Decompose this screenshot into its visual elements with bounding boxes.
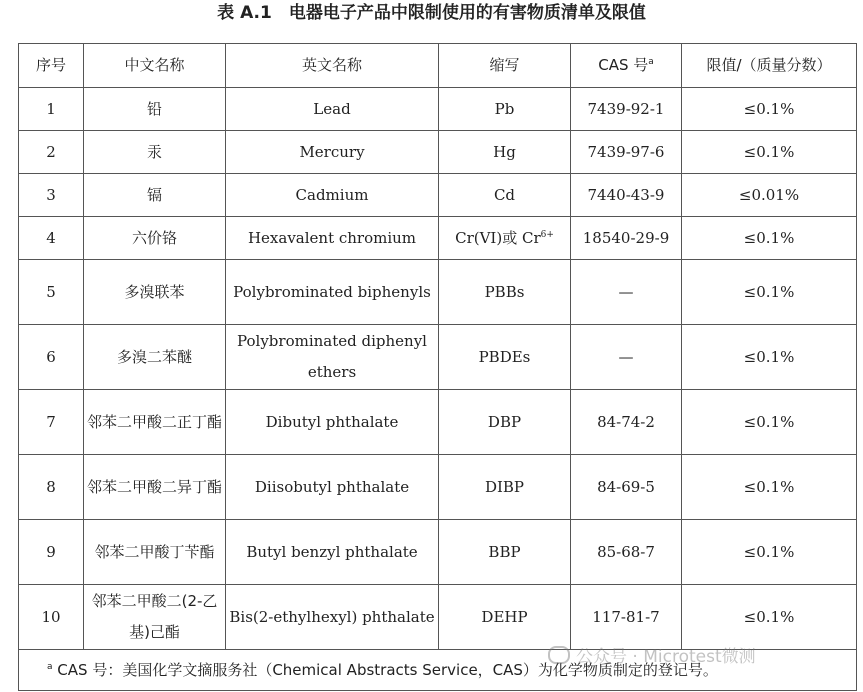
- cell-en-name: Bis(2-ethylhexyl) phthalate: [226, 585, 439, 650]
- cell-no: 10: [19, 585, 84, 650]
- cell-abbr: Pb: [439, 88, 571, 131]
- cell-cas: 117-81-7: [571, 585, 682, 650]
- cell-cas: 18540-29-9: [571, 217, 682, 260]
- cell-zh-name: 镉: [84, 174, 226, 217]
- cell-en-name: Dibutyl phthalate: [226, 390, 439, 455]
- cell-en-name: Mercury: [226, 131, 439, 174]
- cell-abbr: Hg: [439, 131, 571, 174]
- cell-en-name: Cadmium: [226, 174, 439, 217]
- cell-en-name: Diisobutyl phthalate: [226, 455, 439, 520]
- cell-limit: ≤0.1%: [682, 585, 857, 650]
- wechat-icon: [548, 646, 570, 664]
- header-en-name: 英文名称: [226, 44, 439, 88]
- cell-abbr: Cd: [439, 174, 571, 217]
- cell-zh-name: 汞: [84, 131, 226, 174]
- cell-limit: ≤0.01%: [682, 174, 857, 217]
- cell-no: 8: [19, 455, 84, 520]
- cell-abbr: PBDEs: [439, 325, 571, 390]
- header-abbr: 缩写: [439, 44, 571, 88]
- watermark: 公众号 · Microtest微测: [548, 642, 756, 667]
- table-row: [19, 260, 857, 325]
- cell-cas: 84-74-2: [571, 390, 682, 455]
- cell-en-name: Polybrominated biphenyls: [226, 260, 439, 325]
- cell-no: 6: [19, 325, 84, 390]
- header-row: [19, 44, 857, 88]
- cell-cas: 7439-92-1: [571, 88, 682, 131]
- table-row: [19, 131, 857, 174]
- cell-zh-name: 六价铬: [84, 217, 226, 260]
- cell-limit: ≤0.1%: [682, 455, 857, 520]
- hazardous-substances-table: [18, 43, 857, 691]
- cell-abbr: DEHP: [439, 585, 571, 650]
- table-row: [19, 390, 857, 455]
- cell-cas: 7440-43-9: [571, 174, 682, 217]
- cell-limit: ≤0.1%: [682, 520, 857, 585]
- cell-cas: 85-68-7: [571, 520, 682, 585]
- header-zh-name: 中文名称: [84, 44, 226, 88]
- cell-zh-name: 邻苯二甲酸二异丁酯: [84, 455, 226, 520]
- cell-abbr: PBBs: [439, 260, 571, 325]
- table-row: [19, 585, 857, 650]
- cell-abbr: BBP: [439, 520, 571, 585]
- cell-cas: 7439-97-6: [571, 131, 682, 174]
- cell-limit: ≤0.1%: [682, 390, 857, 455]
- cell-zh-name: 邻苯二甲酸二(2-乙基)己酯: [84, 585, 226, 650]
- table-row: [19, 325, 857, 390]
- table-row: [19, 174, 857, 217]
- table-row: [19, 217, 857, 260]
- cell-cas: —: [571, 325, 682, 390]
- cell-abbr: DIBP: [439, 455, 571, 520]
- table-title: 表 A.1 电器电子产品中限制使用的有害物质清单及限值: [217, 3, 646, 23]
- table-row: [19, 455, 857, 520]
- cell-cas: 84-69-5: [571, 455, 682, 520]
- cell-zh-name: 邻苯二甲酸二正丁酯: [84, 390, 226, 455]
- cell-limit: ≤0.1%: [682, 260, 857, 325]
- cell-zh-name: 多溴联苯: [84, 260, 226, 325]
- cell-en-name: Polybrominated diphenyl ethers: [226, 325, 439, 390]
- header-limit: 限值/（质量分数）: [682, 44, 857, 88]
- cell-abbr: Cr(VI)或 $Cr^{6+}$: [439, 217, 571, 260]
- cell-en-name: Lead: [226, 88, 439, 131]
- cell-no: 7: [19, 390, 84, 455]
- cell-zh-name: 多溴二苯醚: [84, 325, 226, 390]
- cell-limit: ≤0.1%: [682, 217, 857, 260]
- cell-cas: —: [571, 260, 682, 325]
- table-row: [19, 88, 857, 131]
- table-row: [19, 520, 857, 585]
- footnote: $^a$ CAS 号：美国化学文摘服务社（Chemical Abstracts Service，CAS）为化学物质制定的登记号。: [19, 650, 857, 691]
- cell-limit: ≤0.1%: [682, 88, 857, 131]
- cell-limit: ≤0.1%: [682, 325, 857, 390]
- cell-limit: ≤0.1%: [682, 131, 857, 174]
- cell-no: 4: [19, 217, 84, 260]
- cell-zh-name: 邻苯二甲酸丁苄酯: [84, 520, 226, 585]
- cell-no: 3: [19, 174, 84, 217]
- cell-abbr: DBP: [439, 390, 571, 455]
- header-no: 序号: [19, 44, 84, 88]
- cell-no: 1: [19, 88, 84, 131]
- cell-no: 5: [19, 260, 84, 325]
- cell-no: 9: [19, 520, 84, 585]
- header-cas: CAS 号$^a$: [571, 44, 682, 88]
- cell-no: 2: [19, 131, 84, 174]
- cell-zh-name: 铅: [84, 88, 226, 131]
- cell-en-name: Hexavalent chromium: [226, 217, 439, 260]
- cell-en-name: Butyl benzyl phthalate: [226, 520, 439, 585]
